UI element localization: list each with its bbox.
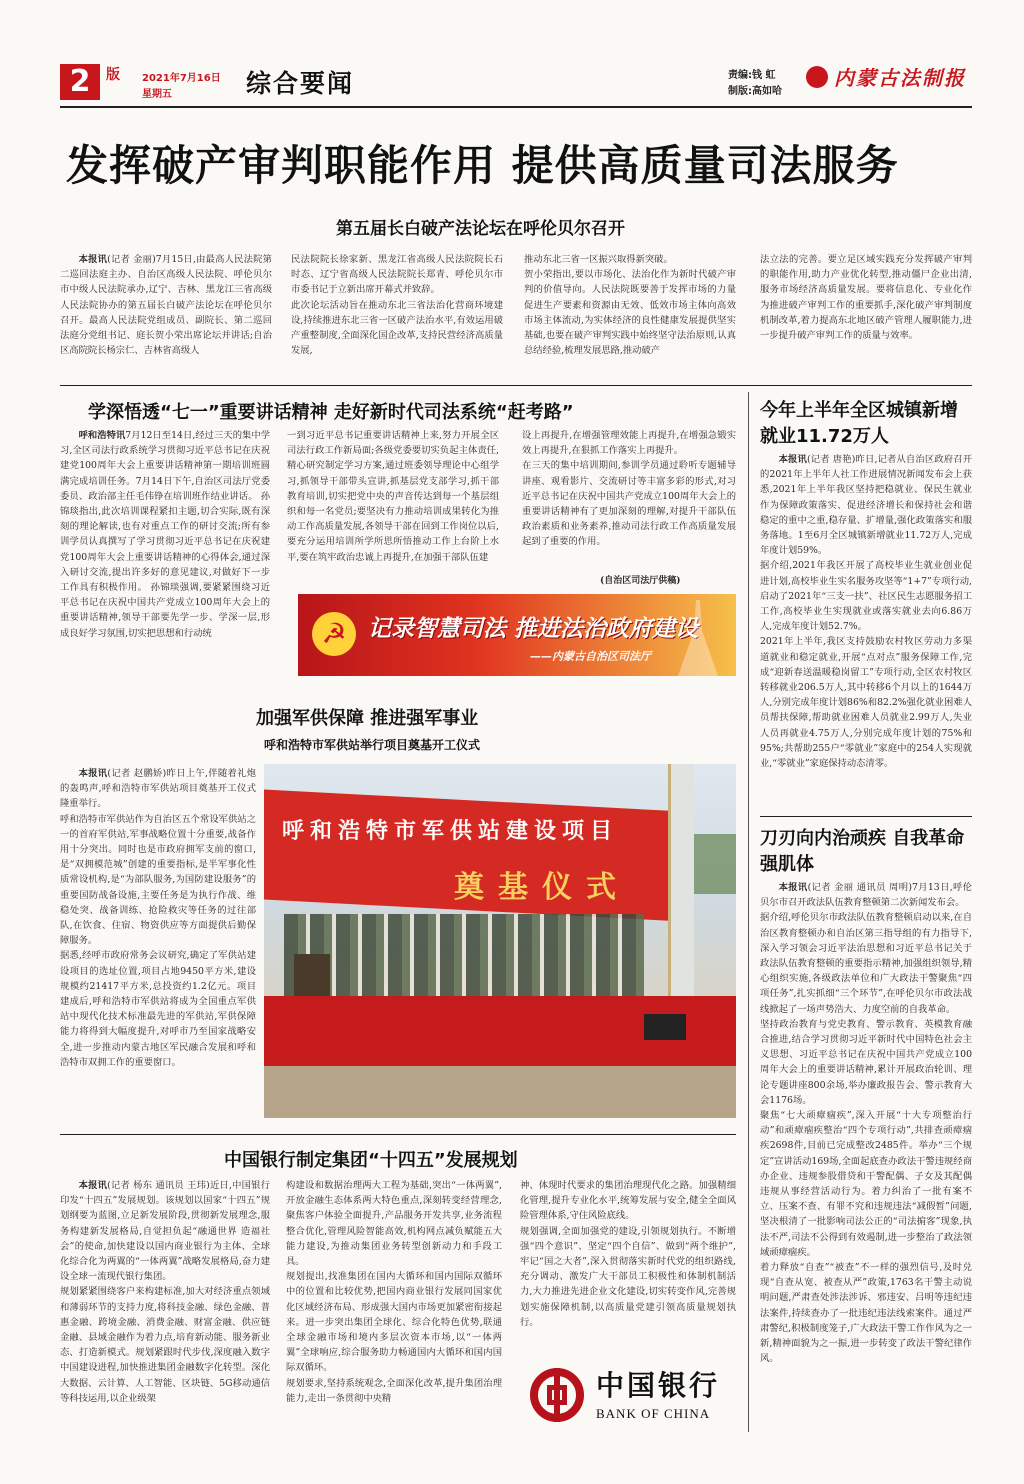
military-headline: 加强军供保障 推进强军事业 bbox=[256, 708, 479, 729]
military-body: 本报讯(记者 赵鹏娇)昨日上午,伴随着礼炮的轰鸣声,呼和浩特市军供站项目奠基开工仪式隆重举行。 呼和浩特市军供站作为自治区五个常设军供站之一的首府军供站,军事战略位置十分重要,战备作用十分突出。同时也是市政府拥军支前的窗口,是“双拥模范城”创建的重要指标,是半军事化性质常设机构,是“为部队服务,为国防建设服务”的重要国防战备设施,主要任务是为执行作战、维稳处突、战备训练、抢险救灾等任务的过往部队,在饮食、住宿、物资供应等方面提供后勤保障服务。 据悉,经呼市政府常务会议研究,确定了军供站建设项目的选址位置,项目占地9450平方米,建设规模约21417平方米,总投资约1.2亿元。项目建成后,呼和浩特市军供站将成为全国重点军供站中现代化技术标准最先进的军供站,军供保障能力将得到大幅度提升,对呼市乃至国家战略安全,进一步推动内蒙古地区军民融合发展和呼和浩特市双拥工作的重要窗口。 bbox=[60, 768, 256, 1068]
police-body: 本报讯(记者 金丽 通讯员 周明)7月13日,呼伦贝尔市召开政法队伍教育整顿第二次新闻发布会。 据介绍,呼伦贝尔市政法队伍教育整顿启动以来,在自治区教育整顿办和自治区第三指导组的有力指导下,深入学习领会习近平法治思想和习近平总书记关于政法队伍教育整顿的重要指示精神,加强组织领导,精心组织实施,各级政法单位和广大政法干警聚焦“四项任务”,扎实抓细“三个环节”,在呼伦贝尔市政法战线掀起了一场声势浩大、力度空前的自我革命。 坚持政治教育与党史教育、警示教育、英模教育融合推进,结合学习贯彻习近平新时代中国特色社会主义思想、习近平总书记在庆祝中国共产党成立100周年大会上的重要讲话精神,累计开展政治轮训、理论专题讲座800余场,举办廉政报告会、警示教育大会1176场。 聚焦“七大顽瘴痼疾”,深入开展“十大专项整治行动”和顽瘴痼疾整治“四个专项行动”,共排查顽瘴痼疾2698件,目前已完成整改2485件。举办“三个规定”宣讲活动169场,全面起底查办政法干警违规经商办企业、违规参股借贷和干警配偶、子女及其配偶违规从事经营活动行为。着力纠治了一批有案不立、压案不查、有罪不究和违规违法“减假暂”问题,坚决根清了一批影响司法公正的“司法掮客”现象,执法不严,司法不公得到有效遏制,进一步整治了政法领域顽瘴痼疾。 着力释放“自查”“被查”不一样的强烈信号,及时兑现“自查从宽、被查从严”政策,1763名干警主动说明问题,严肃查处涉法涉诉、邪违安、吕明等违纪违法案件,持续查办了一批违纪违法线索案件。通过严肃警纪,积极制度笼子,广大政法干警工作作风为之一新,精神面貌为之一振,进一步转变了政法干警纪律作风。 bbox=[760, 882, 972, 1365]
page-number: 2 bbox=[60, 64, 100, 100]
photo-speaker-box bbox=[644, 1014, 686, 1040]
section-title: 综合要闻 bbox=[246, 69, 355, 98]
page-label: 版 bbox=[106, 67, 120, 83]
jobs-headline: 今年上半年全区城镇新增就业11.72万人 bbox=[760, 400, 958, 447]
lead-headline: 发挥破产审判职能作用 提供高质量司法服务 bbox=[66, 141, 899, 190]
bank-top-rule bbox=[60, 1134, 736, 1135]
paper-name: 内蒙古法制报 bbox=[834, 66, 966, 90]
lead-subhead: 第五届长白破产法论坛在呼伦贝尔召开 bbox=[336, 219, 625, 239]
police-headline: 刀刃向内治顽疾 自我革命强肌体 bbox=[760, 828, 965, 875]
boc-logo-chinese: 中国银行 bbox=[596, 1369, 721, 1402]
photo-big-characters: 奠基仪式 bbox=[454, 870, 630, 905]
smart-justice-banner bbox=[298, 594, 736, 676]
boc-logo bbox=[526, 1360, 736, 1430]
police-byline: 本报讯 bbox=[778, 882, 808, 893]
photo-banner-text: 呼和浩特市军供站建设项目 bbox=[282, 819, 619, 844]
bank-column-2: 构建设和数据治理两大工程为基础,突出“一体两翼”,开放金融生态体系两大特色重点,深刻转变经营理念,聚焦客户体验全面提升,产品服务开发共享,业务流程整合优化,管理风险智能高效,机构网点减负赋能五大能力建设,为推动集团业务转型创新动力和手段工具。 规划提出,找准集团在国内大循环和国内国际双循环中的位置和比较优势,把国内商业银行发展同国家优化区域经济布局、形成强大国内市场更加紧密衔接起来。进一步突出集团全球化、综合化特色优势,联通全球金融市场和境内多层次资本市场,以“一体两翼”全球响应,综合服务助力畅通国内大循环和国内国际双循环。 规划要求,坚持系统观念,全面深化改革,提升集团治理能力,走出一条贯彻中央精 bbox=[286, 1180, 502, 1404]
issue-date: 2021年7月16日 bbox=[142, 73, 221, 84]
lead-column-4: 法立法的完善。要立足区域实践充分发挥破产审判的职能作用,助力产业优化转型,推动僵尸企业出清,服务市场经济高质量发展。要将信息化、专业化作为推进破产审判工作的重要抓手,深化破产审判制度机制改革,着力提高东北地区破产管理人履职能力,进一步提升破产审判工作的质量与效率。 bbox=[760, 254, 972, 342]
producer-credit: 制版:高如哈 bbox=[728, 86, 782, 97]
study-credit: (自治区司法厅供稿) bbox=[600, 576, 681, 586]
ceremony-photo bbox=[264, 764, 736, 1118]
bank-byline: 本报讯 bbox=[78, 1180, 108, 1191]
editor-credit: 责编:钱 虹 bbox=[728, 70, 776, 81]
study-column-1: 呼和浩特讯7月12日至14日,经过三天的集中学习,全区司法行政系统学习贯彻习近平总书记在庆祝建党100周年大会上重要讲话精神第一期培训班圆满完成培训任务。7月14日下午,自治区司法厅党委委员、政治部主任毛伟铮在培训班作结业讲话。 孙锦琰指出,此次培训课程紧扣主题,切合实际,既有深刻的理论解读,也有对重点工作的研讨交流;所有参训学员认真撰写了学习贯彻习近平总书记在庆祝建党100周年大会上重要讲话精神的心得体会,通过深入研讨交流,提出许多好的意见建议,对做好下一步工作具有积极作用。 孙锦琰强调,要紧紧围绕习近平总书记在庆祝中国共产党成立100周年大会上的重要讲话精神,领导干部要先学一步、学深一层,形成良好学习氛围,切实把思想和行动统 bbox=[60, 430, 270, 639]
right-column-rule bbox=[748, 392, 749, 1432]
bank-column-3: 神、体现时代要求的集团治理现代化之路。加强精细化管理,提升专业化水平,统筹发展与安全,健全全面风险管理体系,守住风险底线。 规划强调,全面加强党的建设,引领规划执行。不断增强“四个意识”、坚定“四个自信”、做到“两个维护”,牢记“国之大者”,深入贯彻落实新时代党的组织路线,充分调动、激发广大干部员工积极性和体制机制活力,大力推进先进企业文化建设,切实转变作风,完善规划实施保障机制,以高质量党建引领高质量规划执行。 bbox=[520, 1180, 736, 1328]
study-headline: 学深悟透“七一”重要讲话精神 走好新时代司法系统“赶考路” bbox=[88, 402, 574, 423]
banner-subtitle: ——内蒙古自治区司法厅 bbox=[530, 650, 651, 663]
photo-ground bbox=[264, 1066, 736, 1118]
masthead-divider bbox=[60, 106, 972, 108]
paper-logo-icon bbox=[806, 66, 828, 88]
jobs-body: 本报讯(记者 唐艳)昨日,记者从自治区政府召开的2021年上半年人社工作进展情况新闻发布会上获悉,2021年上半年我区坚持把稳就业、保民生就业作为保障政策落实、促进经济增长和保持社会和谐稳定的重中之重,稳存量、扩增量,强化政策落实和服务落地。1至6月全区城镇新增就业11.72万人,完成年度计划59%。 据介绍,2021年我区开展了高校毕业生就业创业促进计划,高校毕业生实名服务攻坚等“1+7”专项行动,启动了2021年“三支一扶”、社区民生志愿服务招工工作,高校毕业生实现就业或落实就业去向6.86万人,完成年度计划52.7%。 2021年上半年,我区支持鼓励农村牧区劳动力多渠道就业和稳定就业,开展“点对点”服务保障工作,完成“迎新春送温暖稳岗留工”专项行动,全区农村牧区转移就业206.5万人,其中转移6个月以上的1644万人,分别完成年度计划86%和82.2%强化就业困难人员帮扶保障,帮助就业困难人员就业2.99万人,失业人员再就业4.75万人,分别完成年度计划的75%和95%;共帮助255户“零就业”家庭中的254人实现就业,“零就业”家庭保持动态清零。 bbox=[760, 454, 972, 770]
military-subhead: 呼和浩特市军供站举行项目奠基开工仪式 bbox=[264, 738, 481, 752]
bank-column-1: 本报讯(记者 杨东 通讯员 王玮)近日,中国银行印发“十四五”发展规划。该规划以国家“十四五”规划纲要为蓝图,立足新发展阶段,贯彻新发展理念,服务构建新发展格局,自觉担负起“融通世界 造福社会”的使命,加快建设以国内商业银行为主体、全球化综合化为两翼的“一体两翼”战略发展格局,奋力建设全球一流现代银行集团。 规划紧紧围绕客户来构建标准,加大对经济重点领域和薄弱环节的支持力度,将科技金融、绿色金融、普惠金融、跨境金融、消费金融、财富金融、供应链金融、县域金融作为着力点,培育新动能、服务新业态、打造新模式。规划紧跟时代步伐,深度融入数字中国建设进程,加快推进集团金融数字化转型。深化大数据、云计算、人工智能、区块链、5G移动通信等科技运用,以企业级架 bbox=[60, 1180, 270, 1404]
banner-title: 记录智慧司法 推进法治政府建设 bbox=[368, 616, 699, 642]
lead-column-2: 民法院院长徐家新、黑龙江省高级人民法院院长石时态、辽宁省高级人民法院院长郑青、呼伦贝尔市市委书记于立新出席开幕式并致辞。 此次论坛活动旨在推动东北三省法治化营商环境建设,持续推进东北三省一区破产法治水平,有效运用破产重整制度,全面深化国企改革,支持民营经济高质量发展, bbox=[291, 254, 503, 357]
boc-emblem-bar bbox=[554, 1368, 560, 1422]
study-byline: 呼和浩特讯 bbox=[78, 430, 126, 441]
photo-people-row bbox=[284, 914, 644, 1004]
study-column-2: 一到习近平总书记重要讲话精神上来,努力开展全区司法行政工作新局面;各级党委要切实负起主体责任,精心研究制定学习方案,通过班委领导理论中心组学习,抓领导干部带头宣讲,抓基层党支部学习,抓干部教育培训,切实把党中央的声音传达到每一个基层组织和每一名党员;要坚决有力推动培训成果转化为推动工作高质量发展,各领导干部在回到工作岗位以后,要充分运用培训所学所思所悟推动工作上台阶上水平,要在筑牢政治忠诚上再提升,在加强干部队伍建 bbox=[287, 430, 499, 563]
lead-bottom-rule bbox=[60, 385, 972, 386]
jobs-bottom-rule bbox=[760, 816, 972, 817]
issue-weekday: 星期五 bbox=[142, 89, 172, 100]
military-byline: 本报讯 bbox=[78, 768, 108, 779]
boc-logo-english: BANK OF CHINA bbox=[596, 1406, 711, 1421]
masthead bbox=[60, 60, 972, 105]
jobs-byline: 本报讯 bbox=[778, 454, 807, 465]
party-emblem-icon: ☭ bbox=[312, 612, 356, 656]
lead-column-1: 本报讯(记者 金丽)7月15日,由最高人民法院第二巡回法庭主办、自治区高级人民法院、呼伦贝尔市中级人民法院承办,辽宁、吉林、黑龙江三省高级人民法院协办的第五届长白破产法论坛在呼伦贝尔召开。最高人民法院党组成员、副院长、第二巡回法庭分党组书记、庭长贺小荣出席论坛并讲话;自治区高院院长杨宗仁、吉林省高级人 bbox=[60, 254, 272, 357]
lead-byline: 本报讯 bbox=[78, 254, 108, 265]
study-column-3: 设上再提升,在增强管理效能上再提升,在增强急锻实效上再提升,在狠抓工作落实上再提升。 在三天的集中培训期间,参训学员通过聆听专题辅导讲座、观看影片、交流研讨等丰富多彩的形式,对习近平总书记在庆祝中国共产党成立100周年大会上的重要讲话精神有了更加深刻的理解,对提升干部队伍政治素质和业务素养,推动司法行政工作高质量发展起到了重要的作用。 bbox=[522, 430, 736, 548]
bank-headline: 中国银行制定集团“十四五”发展规划 bbox=[224, 1150, 518, 1171]
lead-column-3: 推动东北三省一区振兴取得新突破。 贺小荣指出,要以市场化、法治化作为新时代破产审判的价值导向。人民法院既要善于发挥市场的力量促进生产要素和资源由无效、低效市场主体向高效市场主体流动,为实体经济的良性健康发展提供坚实基础,也要在破产审判实践中始终坚守法治原则,认真总结经验,梳理发展思路,推动破产 bbox=[524, 254, 736, 357]
